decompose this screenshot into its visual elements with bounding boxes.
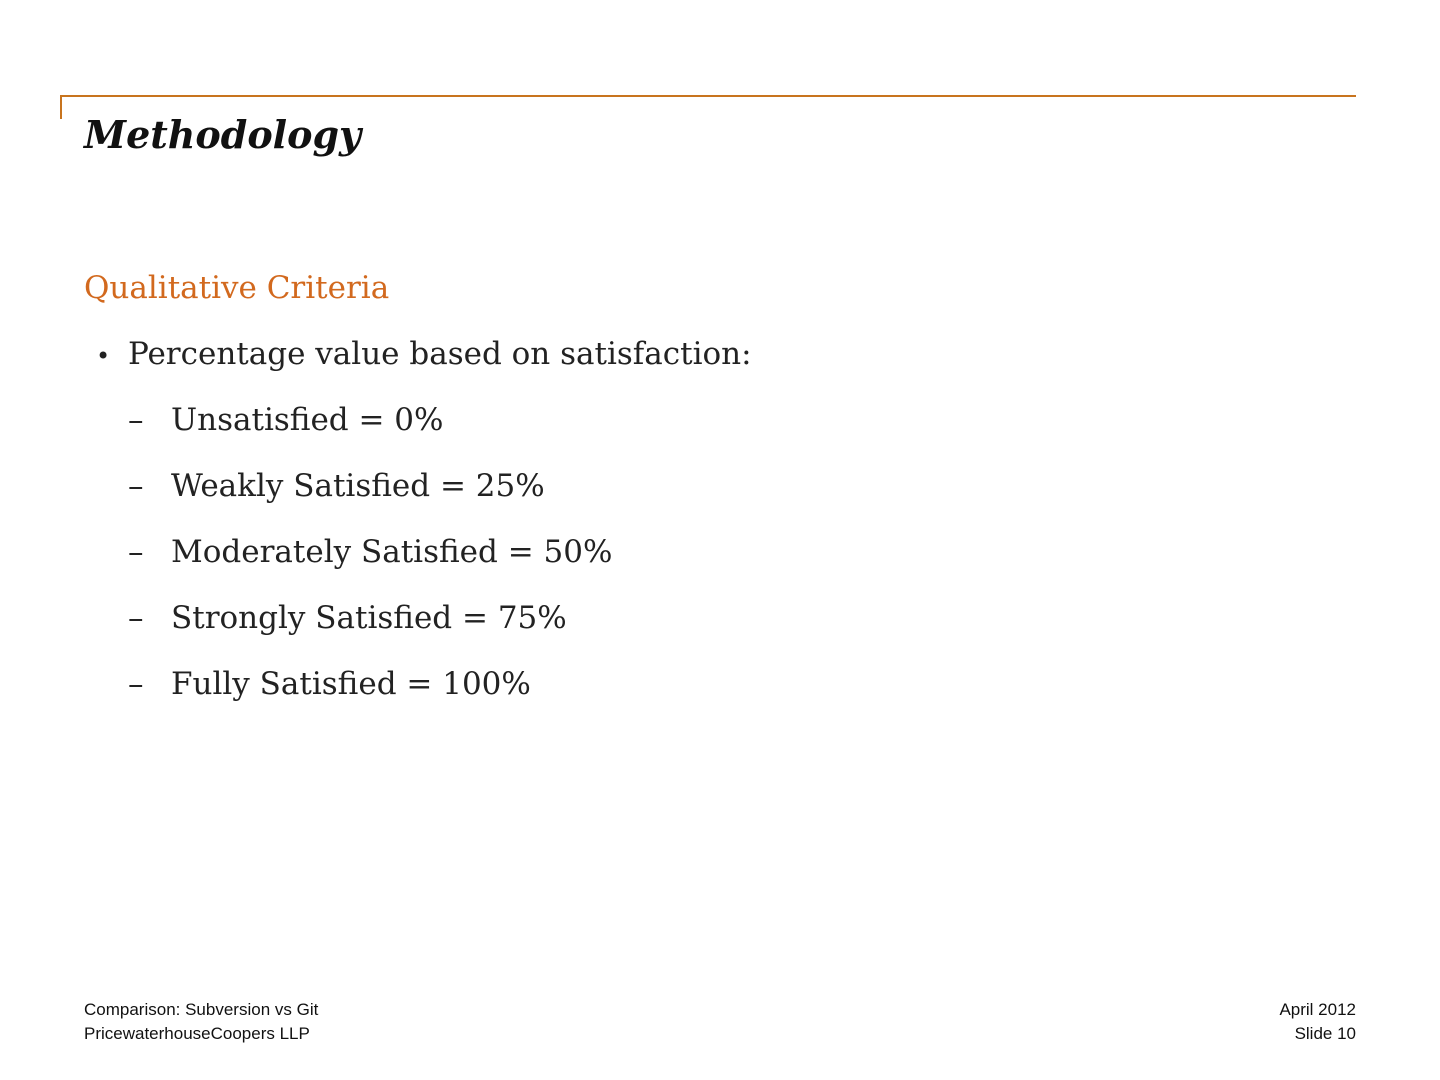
dash-marker: – (128, 534, 144, 570)
satisfaction-scale-list (128, 402, 612, 732)
bullet-item (96, 336, 752, 372)
dash-marker: – (128, 402, 144, 438)
dash-marker: – (128, 666, 144, 702)
dash-marker: – (128, 468, 144, 504)
list-item (128, 534, 612, 600)
section-heading: Qualitative Criteria (84, 270, 390, 306)
slide-number: Slide 10 (1294, 1024, 1356, 1043)
footer-left (84, 998, 318, 1046)
list-item-text: Fully Satisfied = 100% (171, 666, 531, 702)
bullet-text: Percentage value based on satisfaction: (128, 336, 752, 372)
dash-marker: – (128, 600, 144, 636)
list-item-text: Strongly Satisfied = 75% (171, 600, 567, 636)
footer-right (1279, 998, 1356, 1046)
list-item (128, 600, 612, 666)
bullet-marker: • (96, 341, 111, 370)
list-item-text: Weakly Satisfied = 25% (171, 468, 545, 504)
title-frame-left-rule (60, 95, 62, 119)
footer-presentation-title: Comparison: Subversion vs Git (84, 1000, 319, 1019)
list-item (128, 468, 612, 534)
list-item (128, 402, 612, 468)
slide-title: Methodology (84, 112, 362, 157)
list-item-text: Unsatisfied = 0% (171, 402, 444, 438)
footer-date: April 2012 (1279, 1000, 1356, 1019)
list-item (128, 666, 612, 732)
list-item-text: Moderately Satisfied = 50% (171, 534, 613, 570)
title-frame-top-rule (60, 95, 1356, 97)
footer-company: PricewaterhouseCoopers LLP (84, 1024, 310, 1043)
